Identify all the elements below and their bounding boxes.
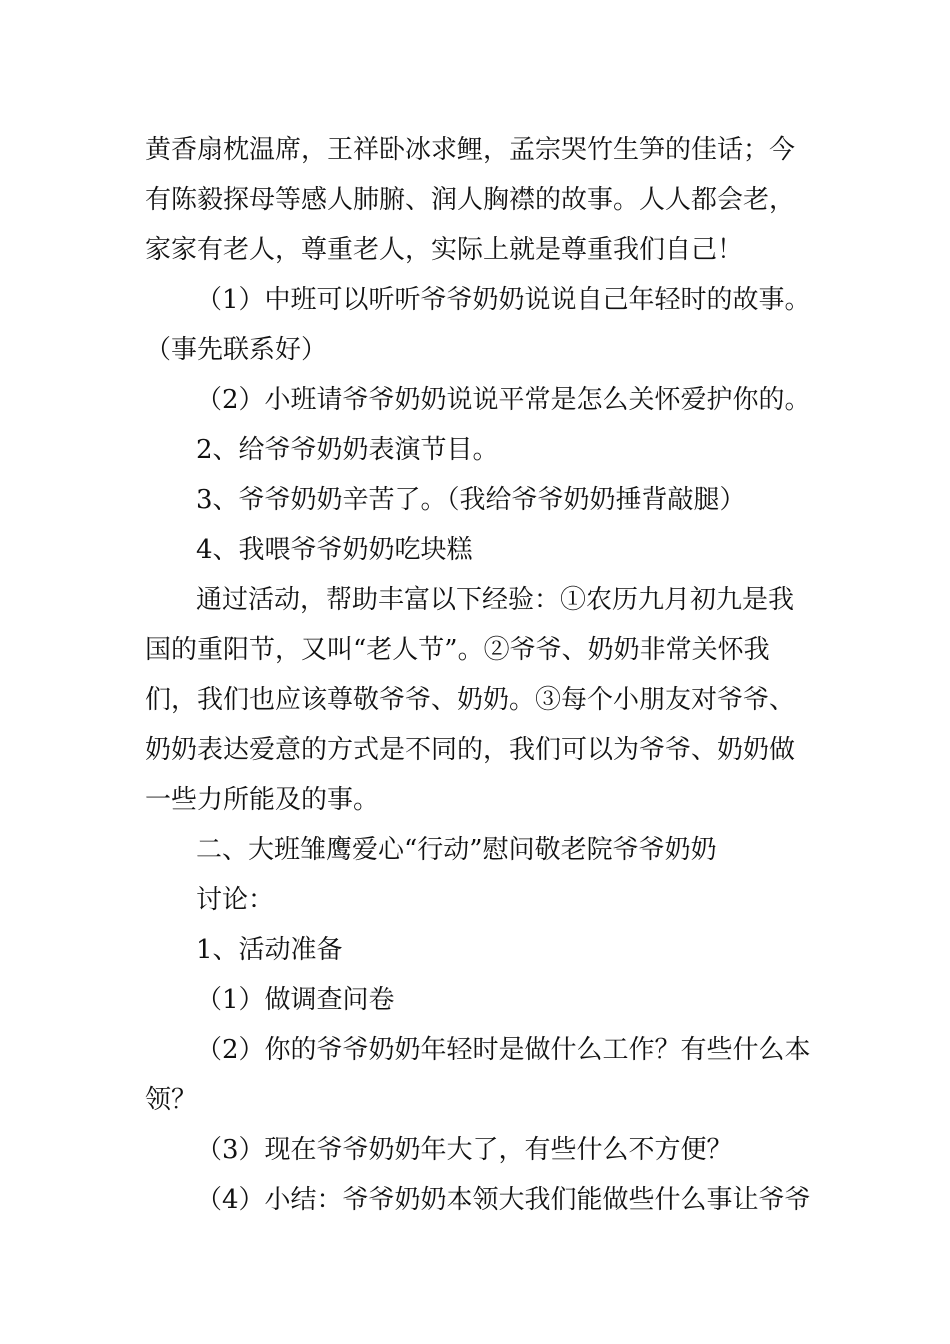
- text-line: 有陈毅探母等感人肺腑、润人胸襟的故事。人人都会老，: [145, 185, 796, 215]
- text-line: （事先联系好）: [145, 335, 328, 365]
- text-line: 黄香扇枕温席，王祥卧冰求鲤，孟宗哭竹生笋的佳话；今: [145, 135, 796, 165]
- text-line: 通过活动，帮助丰富以下经验：①农历九月初九是我: [196, 585, 795, 615]
- text-line: 奶奶表达爱意的方式是不同的，我们可以为爷爷、奶奶做: [145, 735, 796, 765]
- text-line: 家家有老人，尊重老人，实际上就是尊重我们自己！: [145, 235, 744, 265]
- text-line: 领？: [145, 1085, 198, 1115]
- text-line: 3、爷爷奶奶辛苦了。（我给爷爷奶奶捶背敲腿）: [196, 485, 746, 515]
- text-line: 2、给爷爷奶奶表演节目。: [196, 435, 499, 465]
- text-line: （1）做调查问卷: [196, 985, 395, 1015]
- text-line: 们，我们也应该尊敬爷爷、奶奶。③每个小朋友对爷爷、: [145, 685, 796, 715]
- text-line: 国的重阳节，又叫“老人节”。②爷爷、奶奶非常关怀我: [145, 635, 770, 665]
- text-line: （1）中班可以听听爷爷奶奶说说自己年轻时的故事。: [196, 285, 811, 315]
- text-line: 4、我喂爷爷奶奶吃块糕: [196, 535, 473, 565]
- text-line: （2）你的爷爷奶奶年轻时是做什么工作？有些什么本: [196, 1035, 811, 1065]
- text-line: 一些力所能及的事。: [145, 785, 380, 815]
- text-line: 1、活动准备: [196, 935, 343, 965]
- section-heading: 二、大班雏鹰爱心“行动”慰问敬老院爷爷奶奶: [196, 835, 717, 865]
- text-line: 讨论：: [196, 885, 275, 915]
- text-line: （3）现在爷爷奶奶年大了，有些什么不方便？: [196, 1135, 733, 1165]
- text-line: （4）小结：爷爷奶奶本领大我们能做些什么事让爷爷: [196, 1185, 811, 1215]
- text-line: （2）小班请爷爷奶奶说说平常是怎么关怀爱护你的。: [196, 385, 811, 415]
